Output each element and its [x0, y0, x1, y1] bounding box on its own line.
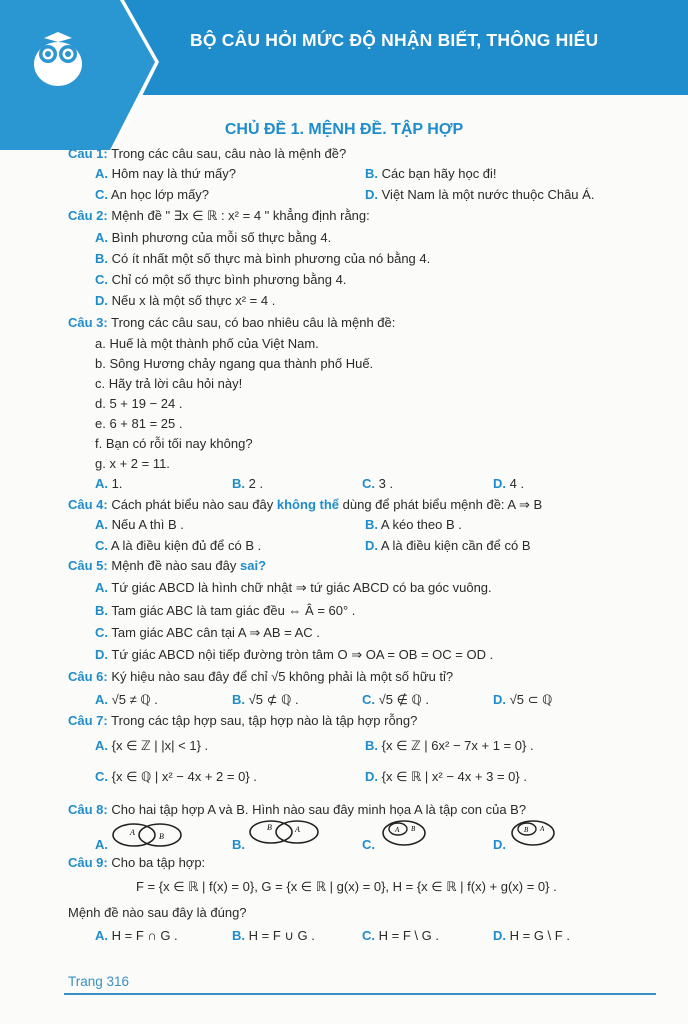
option-text: {x ∈ ℝ | x² − 4x + 3 = 0} .: [381, 769, 527, 784]
option-letter: A.: [95, 230, 108, 245]
question-label: Câu 3:: [68, 315, 108, 330]
question-label: Câu 1:: [68, 146, 108, 161]
option-text: √5 ∉ ℚ .: [378, 692, 429, 707]
option-letter: C.: [362, 692, 375, 707]
statement-item: a. Huế là một thành phố của Việt Nam.: [95, 336, 319, 351]
option-letter: A.: [95, 692, 108, 707]
option-b: [232, 928, 315, 944]
option-text: Tứ giác ABCD nội tiếp đường tròn tâm O ⇒ OA = OB = OC = OD .: [111, 647, 494, 662]
option-letter: D.: [493, 476, 506, 491]
option-c: [95, 187, 209, 202]
option-letter: D.: [365, 187, 378, 202]
topic-title: CHỦ ĐỀ 1. MỆNH ĐỀ. TẬP HỢP: [224, 121, 464, 138]
page-number: Trang 316: [68, 974, 130, 989]
option-d: [493, 837, 506, 852]
option-text: A là điều kiện cần để có B: [380, 538, 531, 553]
question-label: Câu 5:: [68, 558, 108, 573]
option-d: [365, 538, 531, 553]
option-text: Chỉ có một số thực bình phương bằng 4.: [111, 272, 347, 287]
option-a: [95, 580, 492, 596]
option-text: {x ∈ ℚ | x² − 4x + 2 = 0} .: [111, 769, 257, 784]
option-b: [232, 837, 245, 852]
statement-item: g. x + 2 = 11.: [95, 456, 170, 471]
option-text: Nếu x là một số thực x² = 4 .: [111, 293, 276, 308]
option-letter: C.: [95, 769, 108, 784]
option-text: 2 .: [248, 476, 264, 491]
option-letter: D.: [365, 538, 378, 553]
option-a: [95, 837, 108, 852]
option-letter: D.: [365, 769, 378, 784]
option-c: [362, 837, 375, 852]
option-letter: B.: [232, 476, 245, 491]
option-d: [493, 928, 570, 943]
question-text: dùng để phát biểu mệnh đề: A ⇒ B: [342, 497, 543, 512]
option-c: [362, 928, 439, 943]
option-text: Tam giác ABC là tam giác đều ⇔ Â = 60° .: [111, 603, 356, 618]
option-letter: C.: [95, 272, 108, 287]
option-a: [95, 692, 158, 708]
option-a: [95, 928, 178, 943]
option-letter: B.: [365, 738, 378, 753]
option-letter: A.: [95, 928, 108, 943]
option-c: [95, 625, 320, 641]
set-label: B: [524, 826, 529, 834]
footer-rule: [64, 993, 656, 995]
question-5: [68, 558, 266, 573]
option-letter: A.: [95, 166, 108, 181]
option-text: Hôm nay là thứ mấy?: [111, 166, 236, 181]
option-letter: A.: [95, 580, 108, 595]
option-letter: A.: [95, 517, 108, 532]
option-c: [95, 272, 346, 287]
set-label: B: [159, 832, 164, 841]
option-b: [365, 517, 462, 532]
option-letter: B.: [95, 251, 108, 266]
option-b: [232, 476, 263, 491]
question-label: Câu 6:: [68, 669, 108, 684]
option-text: √5 ≠ ℚ .: [111, 692, 158, 707]
option-text: √5 ⊄ ℚ .: [248, 692, 299, 707]
option-text: An học lớp mấy?: [110, 187, 210, 202]
option-letter: A.: [95, 837, 108, 852]
option-c: [95, 538, 261, 553]
option-letter: B.: [232, 837, 245, 852]
option-d: [493, 692, 552, 708]
option-text: H = F \ G .: [378, 928, 439, 943]
question-label: Câu 9:: [68, 855, 108, 870]
question-text: Mệnh đề nào sau đây: [111, 558, 237, 573]
option-text: Bình phương của mỗi số thực bằng 4.: [111, 230, 332, 245]
question-prompt: Mệnh đề nào sau đây là đúng?: [68, 905, 247, 920]
set-label: A: [130, 828, 135, 837]
option-b: [365, 738, 534, 754]
statement-item: f. Bạn có rỗi tối nay không?: [95, 436, 253, 451]
option-letter: C.: [362, 928, 375, 943]
question-text: Cho ba tập hợp:: [111, 855, 206, 870]
option-letter: B.: [365, 166, 378, 181]
option-letter: B.: [95, 603, 108, 618]
question-text: Trong các câu sau, có bao nhiêu câu là mệnh đề:: [111, 315, 396, 330]
question-text: Trong các câu sau, câu nào là mệnh đề?: [111, 146, 347, 161]
option-letter: D.: [95, 647, 108, 662]
option-letter: B.: [232, 928, 245, 943]
question-label: Câu 4:: [68, 497, 108, 512]
option-letter: B.: [232, 692, 245, 707]
owl-logo-icon: [30, 26, 86, 88]
option-text: {x ∈ ℤ | |x| < 1} .: [111, 738, 209, 753]
option-text: Tứ giác ABCD là hình chữ nhật ⇒ tứ giác ABCD có ba góc vuông.: [111, 580, 492, 595]
question-8: [68, 802, 526, 817]
option-c: [362, 692, 429, 708]
emphasis-text: không thể: [276, 497, 339, 512]
option-a: [95, 230, 331, 245]
question-6: [68, 669, 453, 684]
option-text: H = F ∪ G .: [248, 928, 315, 943]
option-text: Nếu A thì B .: [111, 517, 184, 532]
question-label: Câu 8:: [68, 802, 108, 817]
question-label: Câu 7:: [68, 713, 108, 728]
option-text: √5 ⊂ ℚ: [509, 692, 553, 707]
option-a: [95, 517, 184, 532]
option-d: [95, 293, 275, 308]
option-text: 3 .: [378, 476, 394, 491]
option-b: [95, 251, 430, 266]
question-1: [68, 146, 346, 161]
question-4: [68, 497, 542, 513]
option-d: [493, 476, 524, 491]
page-header-title: BỘ CÂU HỎI MỨC ĐỘ NHẬN BIẾT, THÔNG HIỂU: [190, 30, 599, 50]
set-label: B: [411, 825, 416, 833]
venn-diagram-b-in-a: [509, 818, 569, 848]
option-letter: C.: [95, 625, 108, 640]
option-c: [362, 476, 393, 491]
set-label: A: [540, 825, 545, 833]
set-label: B: [267, 823, 272, 832]
option-b: [232, 692, 299, 708]
option-d: [365, 769, 527, 785]
question-text: Trong các tập hợp sau, tập hợp nào là tập hợp rỗng?: [111, 713, 418, 728]
set-label: A: [295, 825, 300, 834]
statement-item: b. Sông Hương chảy ngang qua thành phố Huế.: [95, 356, 374, 371]
option-b: [365, 166, 497, 181]
option-d: [365, 187, 594, 202]
option-letter: C.: [95, 538, 108, 553]
option-a: [95, 476, 122, 491]
option-text: A kéo theo B .: [380, 517, 462, 532]
option-text: 1.: [111, 476, 123, 491]
question-9: [68, 855, 205, 870]
venn-diagram-a-in-b: [380, 818, 440, 848]
question-label: Câu 2:: [68, 208, 108, 223]
question-text: Mệnh đề " ∃x ∈ ℝ : x² = 4 " khẳng định rằng:: [111, 208, 370, 223]
option-letter: D.: [493, 837, 506, 852]
statement-item: e. 6 + 81 = 25 .: [95, 416, 183, 431]
option-text: Có ít nhất một số thực mà bình phương của nó bằng 4.: [111, 251, 431, 266]
option-text: H = F ∩ G .: [111, 928, 178, 943]
option-text: H = G \ F .: [509, 928, 570, 943]
venn-diagram-overlap-a-b: [110, 822, 190, 850]
option-letter: B.: [365, 517, 378, 532]
question-text: Cho hai tập hợp A và B. Hình nào sau đây minh họa A là tập con của B?: [111, 802, 527, 817]
question-7: [68, 713, 417, 728]
option-letter: D.: [493, 928, 506, 943]
option-d: [95, 647, 493, 663]
option-a: [95, 738, 208, 754]
option-letter: C.: [362, 837, 375, 852]
option-text: 4 .: [509, 476, 525, 491]
statement-item: d. 5 + 19 − 24 .: [95, 396, 183, 411]
question-2: [68, 208, 370, 224]
set-definitions-formula: F = {x ∈ ℝ | f(x) = 0}, G = {x ∈ ℝ | g(x) = 0}, H = {x ∈ ℝ | f(x) + g(x) = 0} .: [136, 879, 557, 894]
option-text: Các bạn hãy học đi!: [381, 166, 497, 181]
set-label: A: [395, 826, 400, 834]
option-b: [95, 603, 355, 618]
option-letter: A.: [95, 738, 108, 753]
option-a: [95, 166, 236, 181]
question-text: Cách phát biểu nào sau đây: [111, 497, 274, 512]
option-letter: C.: [95, 187, 108, 202]
option-text: Việt Nam là một nước thuộc Châu Á.: [381, 187, 595, 202]
question-text: Ký hiệu nào sau đây để chỉ √5 không phải là một số hữu tỉ?: [111, 669, 454, 684]
emphasis-text: sai?: [240, 558, 267, 573]
statement-item: c. Hãy trả lời câu hỏi này!: [95, 376, 243, 391]
option-text: {x ∈ ℤ | 6x² − 7x + 1 = 0} .: [381, 738, 534, 753]
option-letter: C.: [362, 476, 375, 491]
question-3: [68, 315, 395, 330]
option-letter: D.: [493, 692, 506, 707]
venn-diagram-overlap-b-a: [247, 818, 327, 846]
option-letter: D.: [95, 293, 108, 308]
option-c: [95, 769, 257, 785]
option-text: A là điều kiện đủ để có B .: [110, 538, 262, 553]
option-text: Tam giác ABC cân tại A ⇒ AB = AC .: [111, 625, 320, 640]
option-letter: A.: [95, 476, 108, 491]
